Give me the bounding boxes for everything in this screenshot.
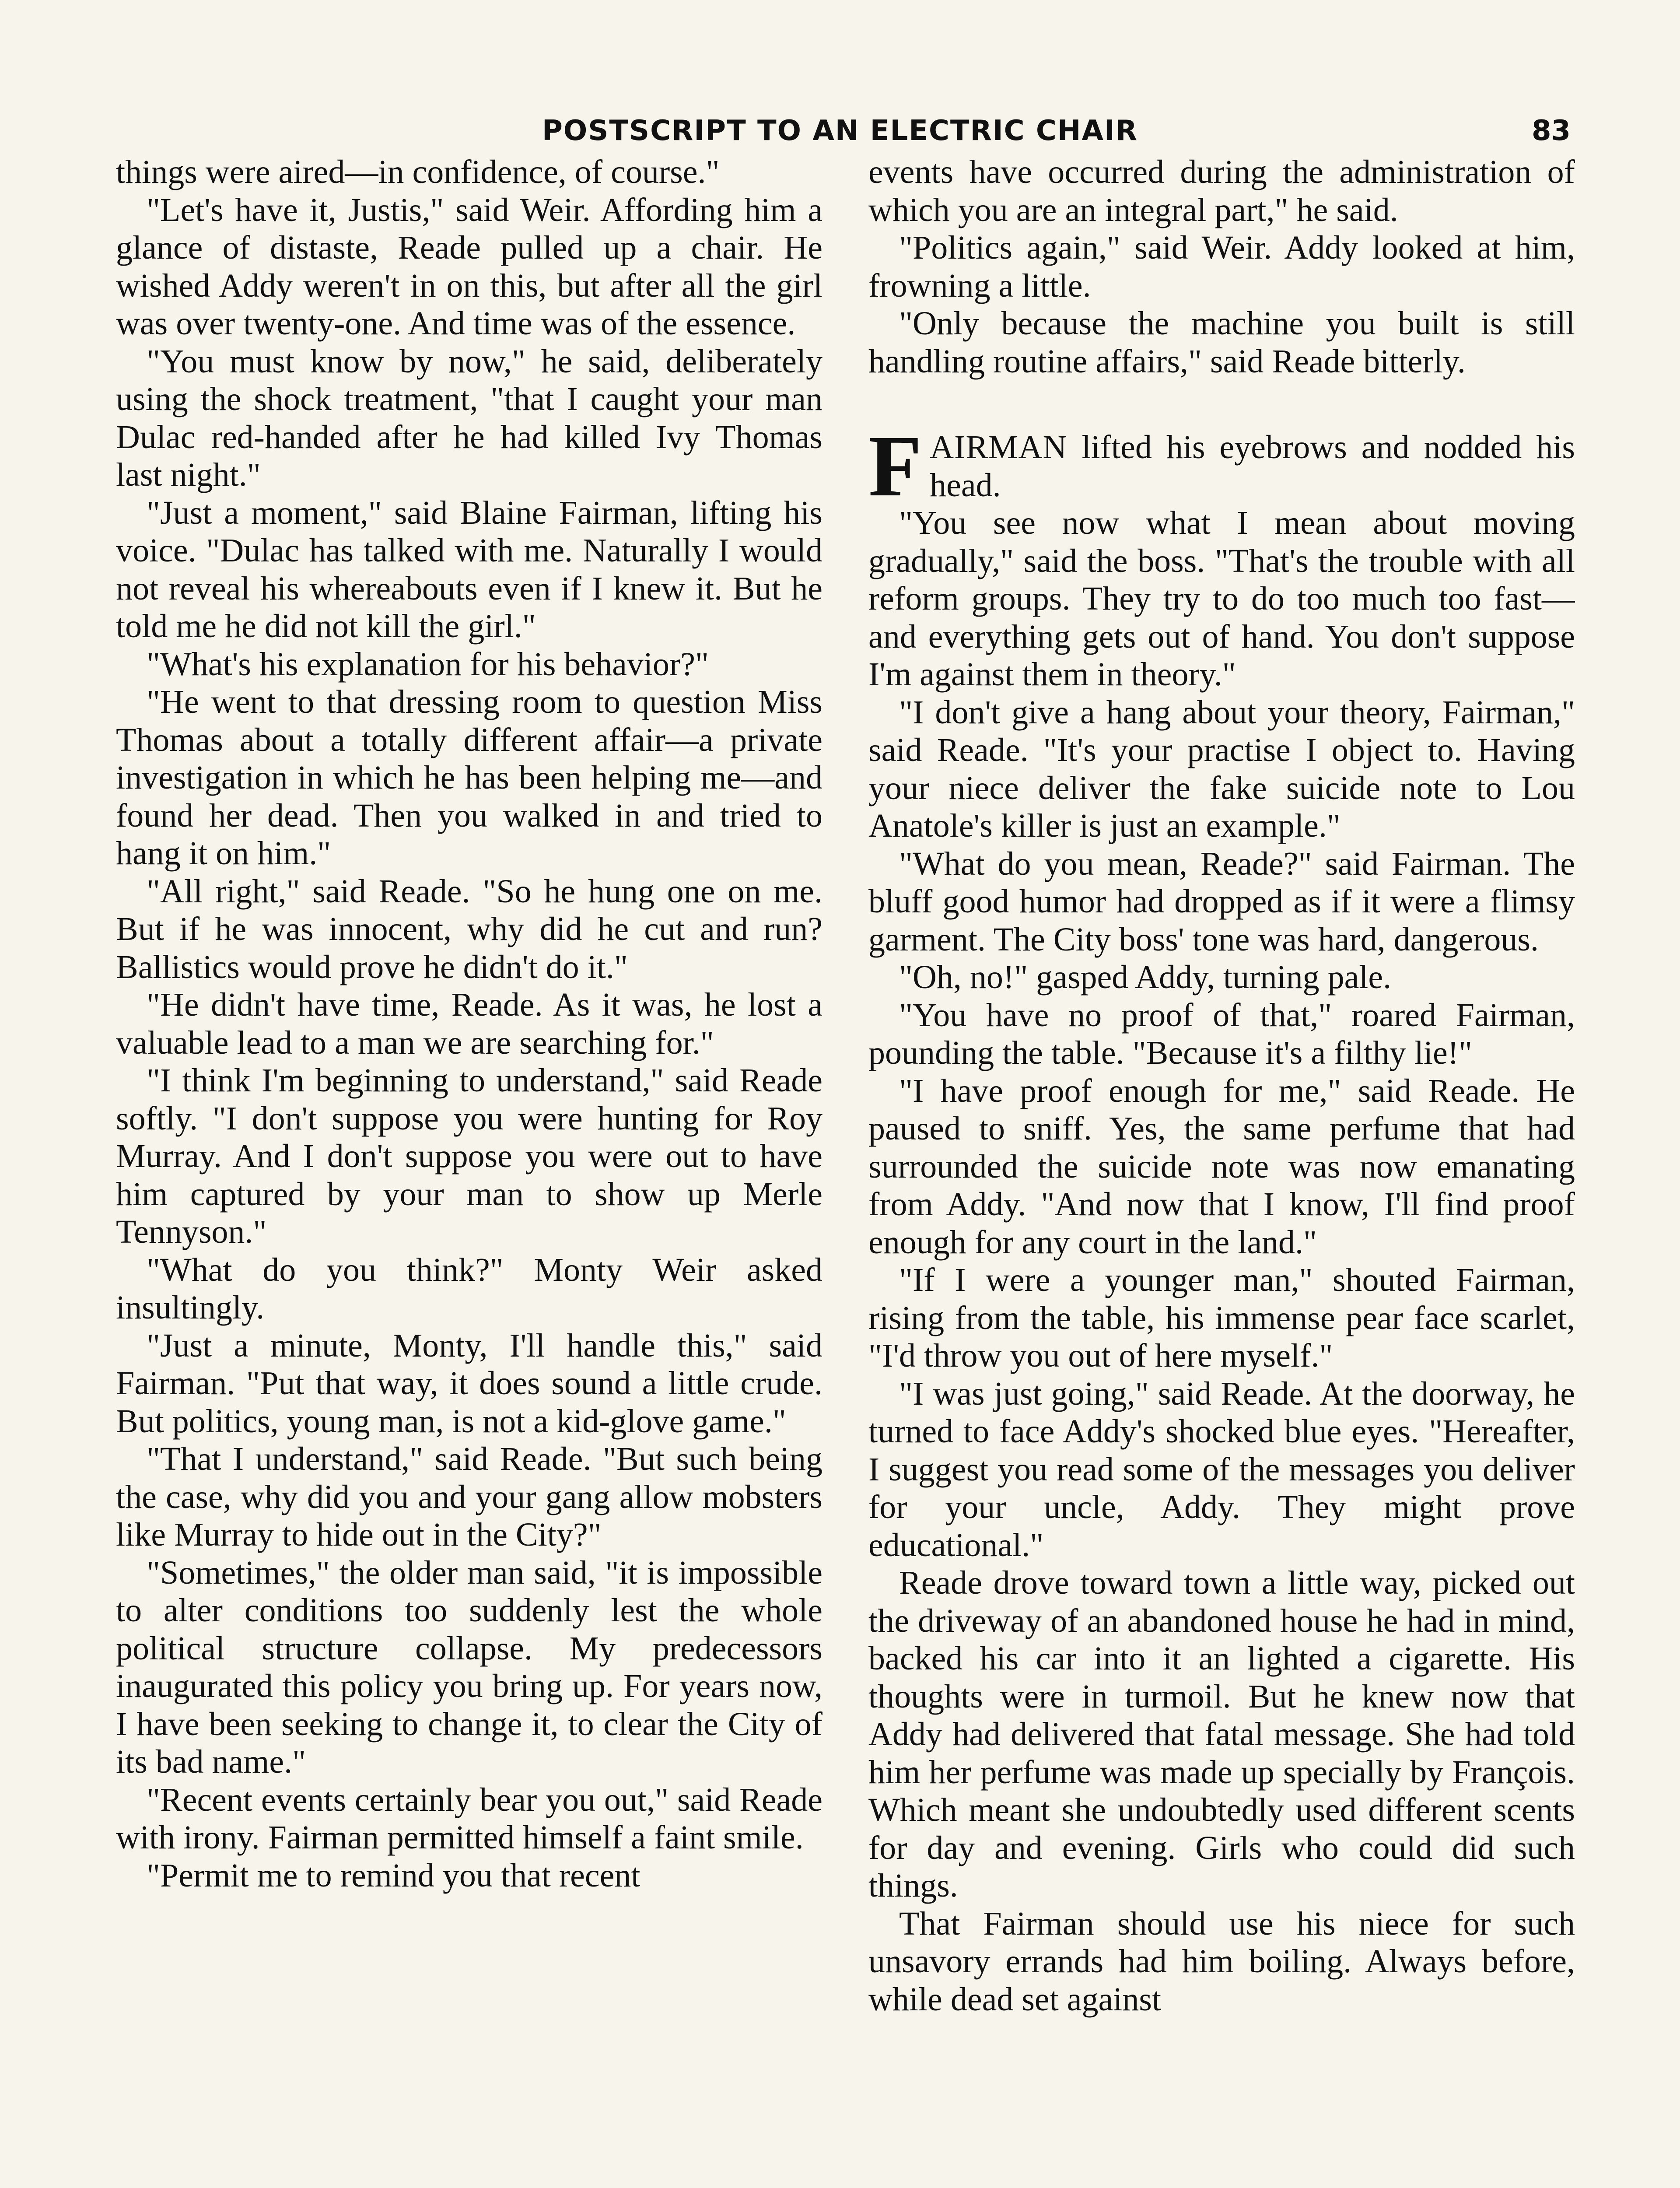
- page-number: 83: [1531, 115, 1571, 147]
- paragraph-text: "I think I'm beginning to understand," said Reade softly. "I don't suppose you were hunting for Roy Murray. And I don't suppose you were out to have him captured by your man to show up Merle Tennyson.": [116, 1062, 822, 1250]
- paragraph: [868, 694, 1575, 845]
- paragraph-text: "I have proof enough for me," said Reade. He paused to sniff. Yes, the same perfume that had surrounded the suicide note was now emanating from Addy. "And now that I know, I'll find proof enough for any court in the land.": [868, 1072, 1575, 1261]
- paragraph: [116, 1554, 822, 1781]
- paragraph: [116, 343, 822, 494]
- paragraph: [868, 305, 1575, 380]
- paragraph: [116, 683, 822, 873]
- paragraph: [116, 873, 822, 986]
- paragraph: [868, 1905, 1575, 2019]
- paragraph: [868, 996, 1575, 1072]
- paragraph: [116, 1781, 822, 1857]
- paragraph: [116, 645, 822, 684]
- paragraph: [868, 1564, 1575, 1905]
- paragraph-text: lifted his eyebrows and nodded his head.: [930, 429, 1575, 504]
- paragraph: [116, 1857, 822, 1895]
- paragraph: [868, 1261, 1575, 1375]
- paragraph-text: "If I were a younger man," shouted Fairman, rising from the table, his immense pear face scarlet, "I'd throw you out of here myself.": [868, 1262, 1575, 1374]
- paragraph: [868, 504, 1575, 694]
- paragraph-text: "Just a minute, Monty, I'll handle this," said Fairman. "Put that way, it does sound a little crude. But politics, young man, is not a kid-glove game.": [116, 1327, 822, 1440]
- paragraph-text: "That I understand," said Reade. "But such being the case, why did you and your gang allow mobsters like Murray to hide out in the City?": [116, 1441, 822, 1553]
- paragraph-text: "Oh, no!" gasped Addy, turning pale.: [899, 959, 1392, 996]
- paragraph-text: "Only because the machine you built is still handling routine affairs," said Reade bitterly.: [868, 305, 1575, 380]
- paragraph-text: events have occurred during the administration of which you are an integral part," he said.: [868, 154, 1575, 228]
- paragraph-text: "Permit me to remind you that recent: [147, 1857, 640, 1894]
- paragraph: [868, 845, 1575, 959]
- paragraph-text: "He went to that dressing room to question Miss Thomas about a totally different affair—a private investigation in which he has been helping me—and found her dead. Then you walked in and tried to hang it on him.": [116, 684, 822, 872]
- lead-word: AIRMAN: [930, 429, 1068, 466]
- paragraph-text: Reade drove toward town a little way, picked out the driveway of an abandoned house he had in mind, backed his car into it an lighted a cigarette. His thoughts were in turmoil. But he knew now that Addy had delivered that fatal message. She had told him her perfume was made up specially by François. Which meant she undoubtedly used different scents for day and evening. Girls who could did such things.: [868, 1564, 1575, 1904]
- paragraph: [116, 153, 822, 191]
- paragraph: [868, 229, 1575, 305]
- paragraph: [116, 986, 822, 1062]
- paragraph: [116, 1251, 822, 1327]
- paragraph: [868, 958, 1575, 996]
- paragraph-text: "Just a moment," said Blaine Fairman, lifting his voice. "Dulac has talked with me. Naturally I would not reveal his whereabouts even if I knew it. But he told me he did not kill the girl.": [116, 494, 822, 645]
- text-column-left: [116, 153, 822, 2188]
- paragraph-text: "He didn't have time, Reade. As it was, he lost a valuable lead to a man we are searching for.": [116, 986, 822, 1061]
- paragraph: [868, 418, 1575, 515]
- drop-cap: F: [868, 418, 922, 515]
- paragraph-text: "Let's have it, Justis," said Weir. Affording him a glance of distaste, Reade pulled up a chair. He wished Addy weren't in on this, but after all the girl was over twenty-one. And time was of the essence.: [116, 191, 822, 342]
- paragraph-text: "All right," said Reade. "So he hung one on me. But if he was innocent, why did he cut and run? Ballistics would prove he didn't do it.": [116, 873, 822, 985]
- paragraph: [868, 153, 1575, 229]
- paragraph: [116, 1062, 822, 1251]
- paragraph-text: "Sometimes," the older man said, "it is impossible to alter conditions too suddenly lest the whole political structure collapse. My predecessors inaugurated this policy you bring up. For years now, I have been seeking to change it, to clear the City of its bad name.": [116, 1554, 822, 1780]
- paragraph: [868, 1072, 1575, 1262]
- paragraph-text: "I don't give a hang about your theory, Fairman," said Reade. "It's your practise I object to. Having your niece deliver the fake suicide note to Lou Anatole's killer is just an example.": [868, 694, 1575, 844]
- paragraph: [868, 1375, 1575, 1564]
- page-header: [0, 115, 1680, 150]
- paragraph-text: "Recent events certainly bear you out," said Reade with irony. Fairman permitted himself a faint smile.: [116, 1781, 822, 1856]
- text-column-right: [868, 153, 1575, 2188]
- paragraph: [116, 494, 822, 645]
- paragraph-text: "You must know by now," he said, deliberately using the shock treatment, "that I caught your man Dulac red-handed after he had killed Ivy Thomas last night.": [116, 343, 822, 493]
- paragraph-text: "I was just going," said Reade. At the doorway, he turned to face Addy's shocked blue eyes. "Hereafter, I suggest you read some of the messages you deliver for your uncle, Addy. They might prove educational.": [868, 1375, 1575, 1564]
- paragraph-text: "What do you mean, Reade?" said Fairman. The bluff good humor had dropped as if it were a flimsy garment. The City boss' tone was hard, dangerous.: [868, 845, 1575, 958]
- paragraph: [116, 1327, 822, 1441]
- paragraph-text: "You see now what I mean about moving gradually," said the boss. "That's the trouble with all reform groups. They try to do too much too fast—and everything gets out of hand. You don't suppose I'm against them in theory.": [868, 505, 1575, 693]
- paragraph: [116, 1440, 822, 1554]
- paragraph-text: "What do you think?" Monty Weir asked insultingly.: [116, 1251, 822, 1326]
- paragraph-text: That Fairman should use his niece for such unsavory errands had him boiling. Always before, while dead set against: [868, 1905, 1575, 2018]
- paragraph-text: "Politics again," said Weir. Addy looked at him, frowning a little.: [868, 229, 1575, 304]
- paragraph-text: "What's his explanation for his behavior?": [147, 645, 709, 683]
- running-title: POSTSCRIPT TO AN ELECTRIC CHAIR: [542, 115, 1138, 147]
- paragraph-text: "You have no proof of that," roared Fairman, pounding the table. "Because it's a filthy lie!": [868, 996, 1575, 1071]
- section-break: [868, 380, 1575, 428]
- paragraph-text: things were aired—in confidence, of course.": [116, 154, 720, 190]
- paragraph: [116, 191, 822, 343]
